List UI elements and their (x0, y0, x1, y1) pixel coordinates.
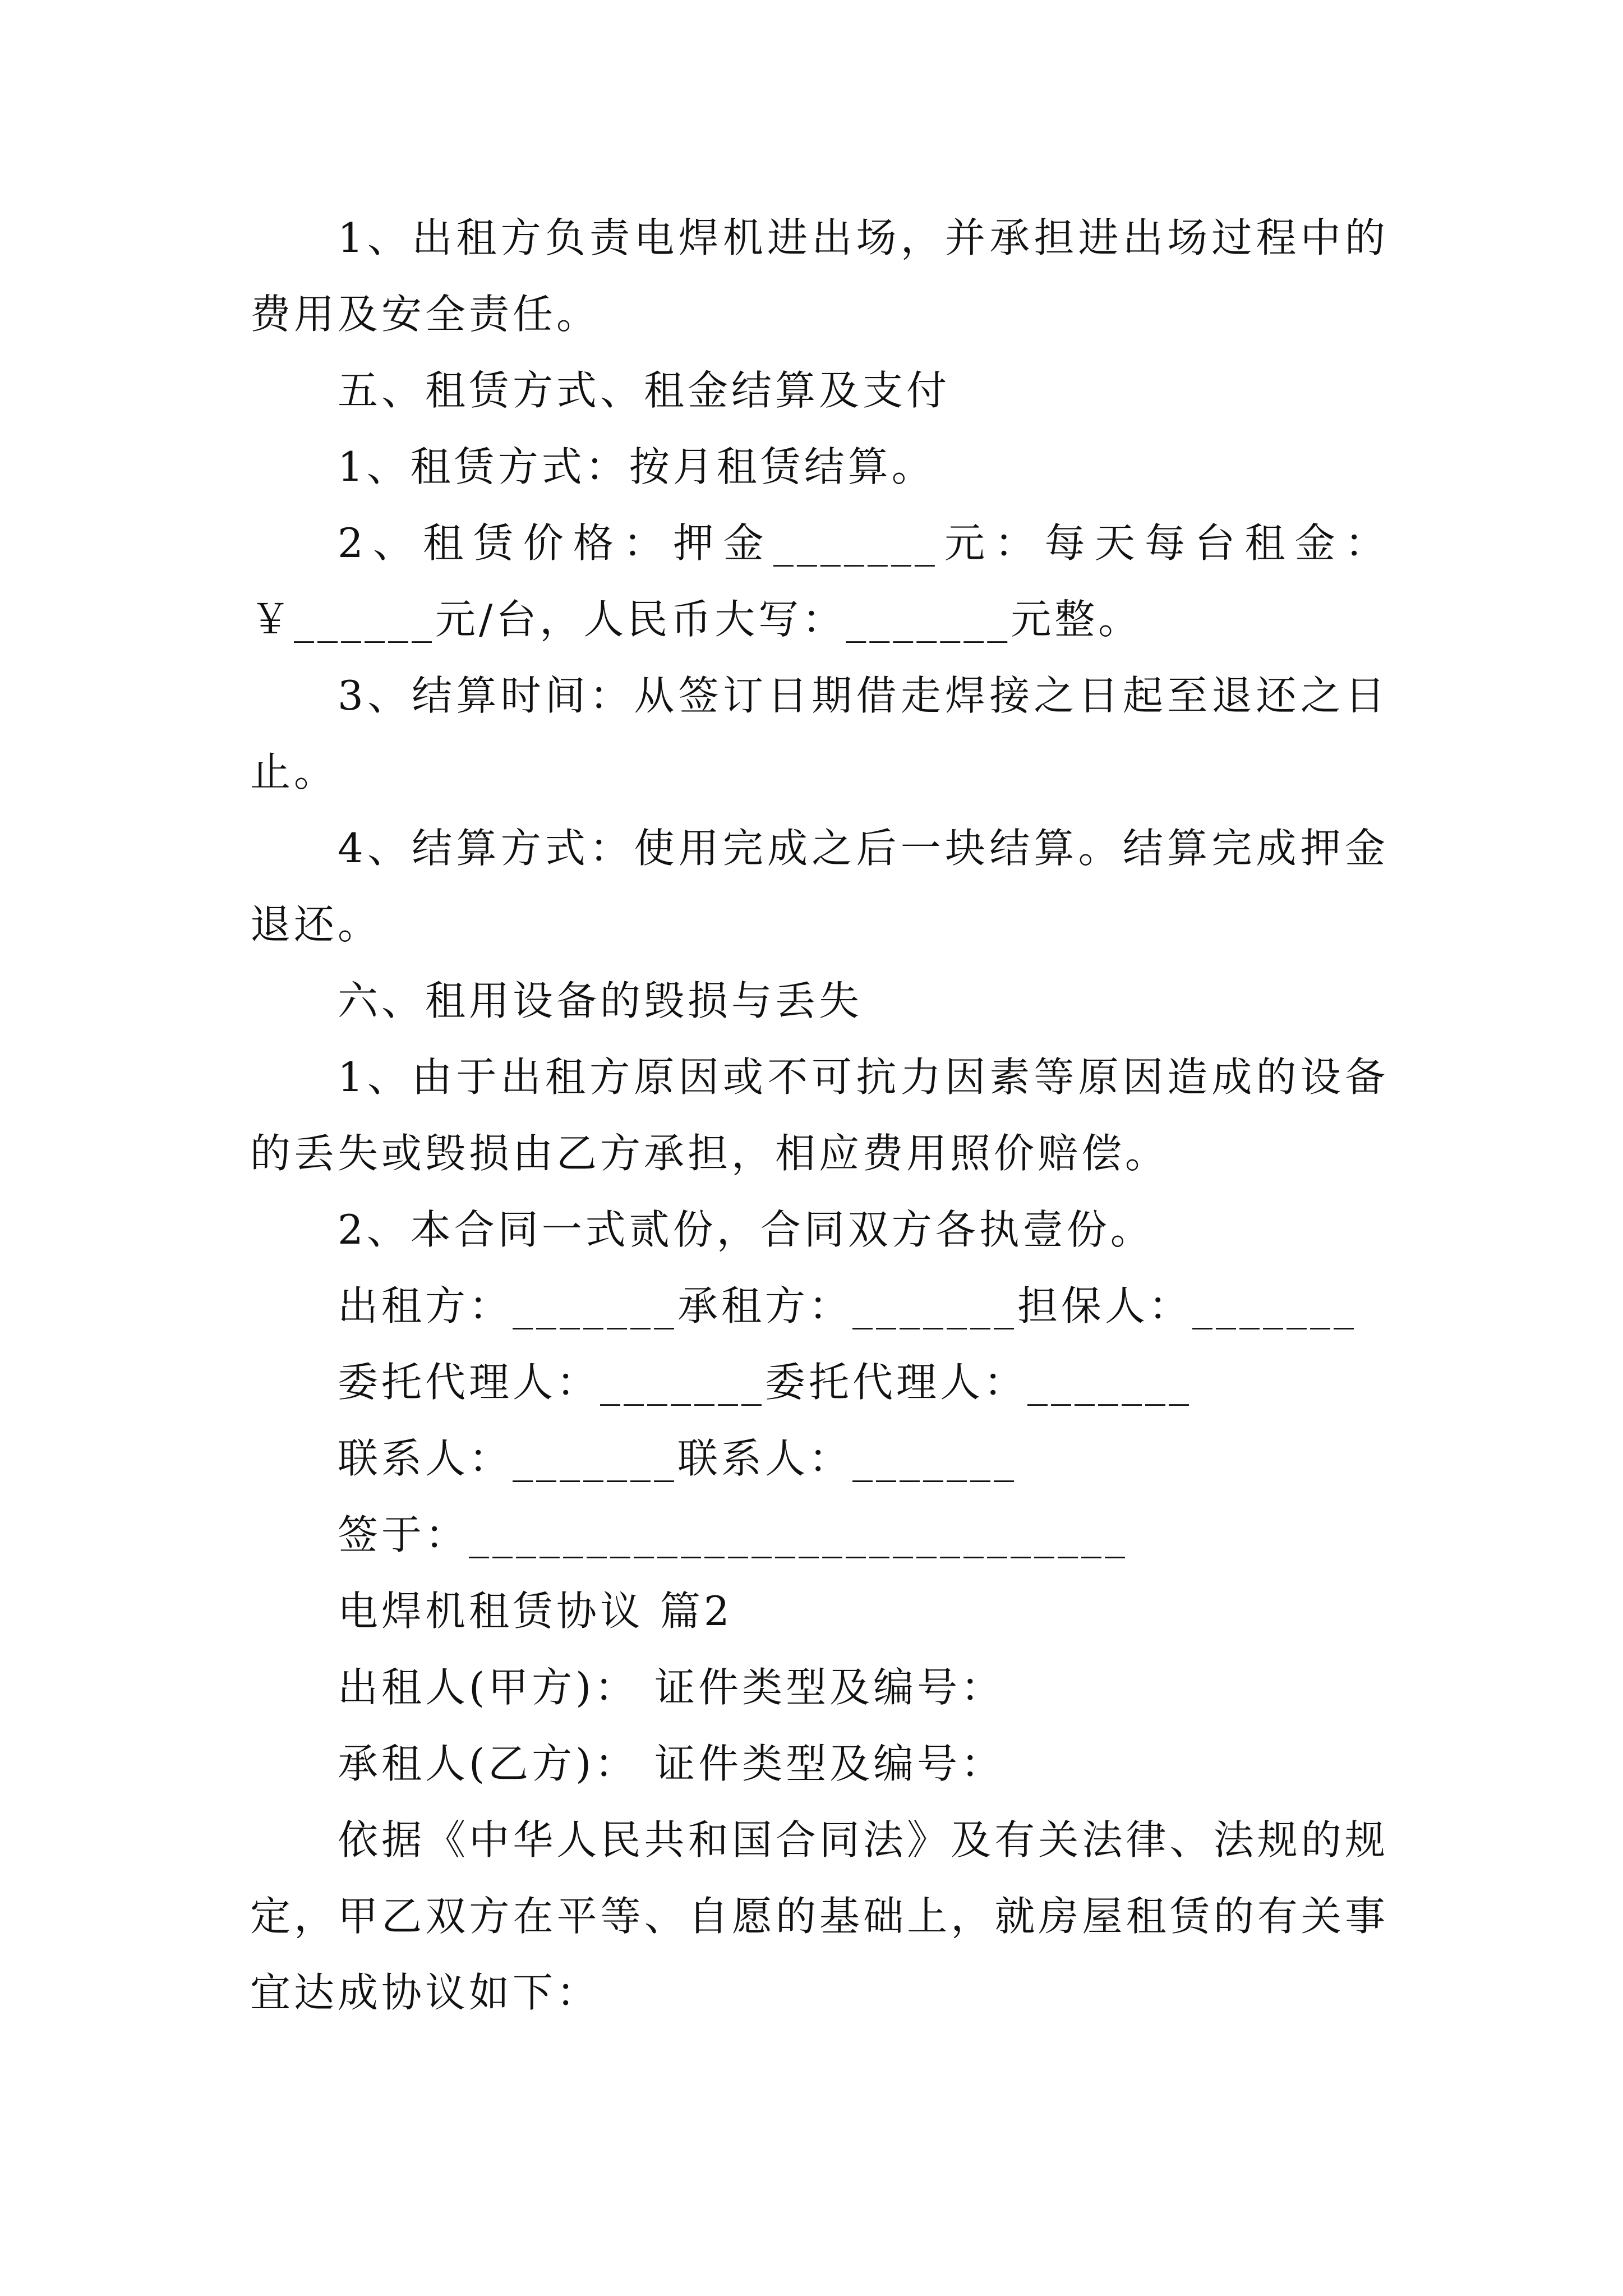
signature-line: 委托代理人：_______委托代理人：_______ (338, 1359, 1193, 1406)
party-line: 出租人(甲方)： 证件类型及编号： (338, 1664, 1005, 1711)
signature-line: 出租方：_______承租方：_______担保人：_______ (338, 1282, 1358, 1329)
section-heading: 电焊机租赁协议 篇2 (338, 1588, 733, 1635)
paragraph: 1、由于出租方原因或不可抗力因素等原因造成的设备的丢失或毁损由乙方承担，相应费用照价赔偿。 (250, 1053, 1389, 1177)
signature-line: 联系人：_______联系人：_______ (338, 1435, 1018, 1482)
paragraph: 2、本合同一式贰份，合同双方各执壹份。 (338, 1206, 1154, 1253)
section-heading: 六、租用设备的毁损与丢失 (338, 977, 863, 1024)
signature-line: 签于：____________________________ (338, 1511, 1129, 1558)
paragraph: 3、结算时间：从签订日期借走焊接之日起至退还之日止。 (250, 672, 1389, 795)
paragraph: 依据《中华人民共和国合同法》及有关法律、法规的规定，甲乙双方在平等、自愿的基础上，就房屋租赁的有关事宜达成协议如下： (250, 1816, 1389, 2016)
paragraph: 1、租赁方式：按月租赁结算。 (338, 443, 935, 490)
paragraph: 1、出租方负责电焊机进出场，并承担进出场过程中的费用及安全责任。 (250, 214, 1389, 338)
section-heading: 五、租赁方式、租金结算及支付 (338, 367, 951, 414)
document-body (250, 200, 1389, 2031)
party-line: 承租人(乙方)： 证件类型及编号： (338, 1740, 1005, 1787)
paragraph: 4、结算方式：使用完成之后一块结算。结算完成押金退还。 (250, 825, 1389, 948)
paragraph: 2、租赁价格：押金_______元：每天每台租金：￥______元/台，人民币大写：_______元整。 (250, 519, 1389, 643)
